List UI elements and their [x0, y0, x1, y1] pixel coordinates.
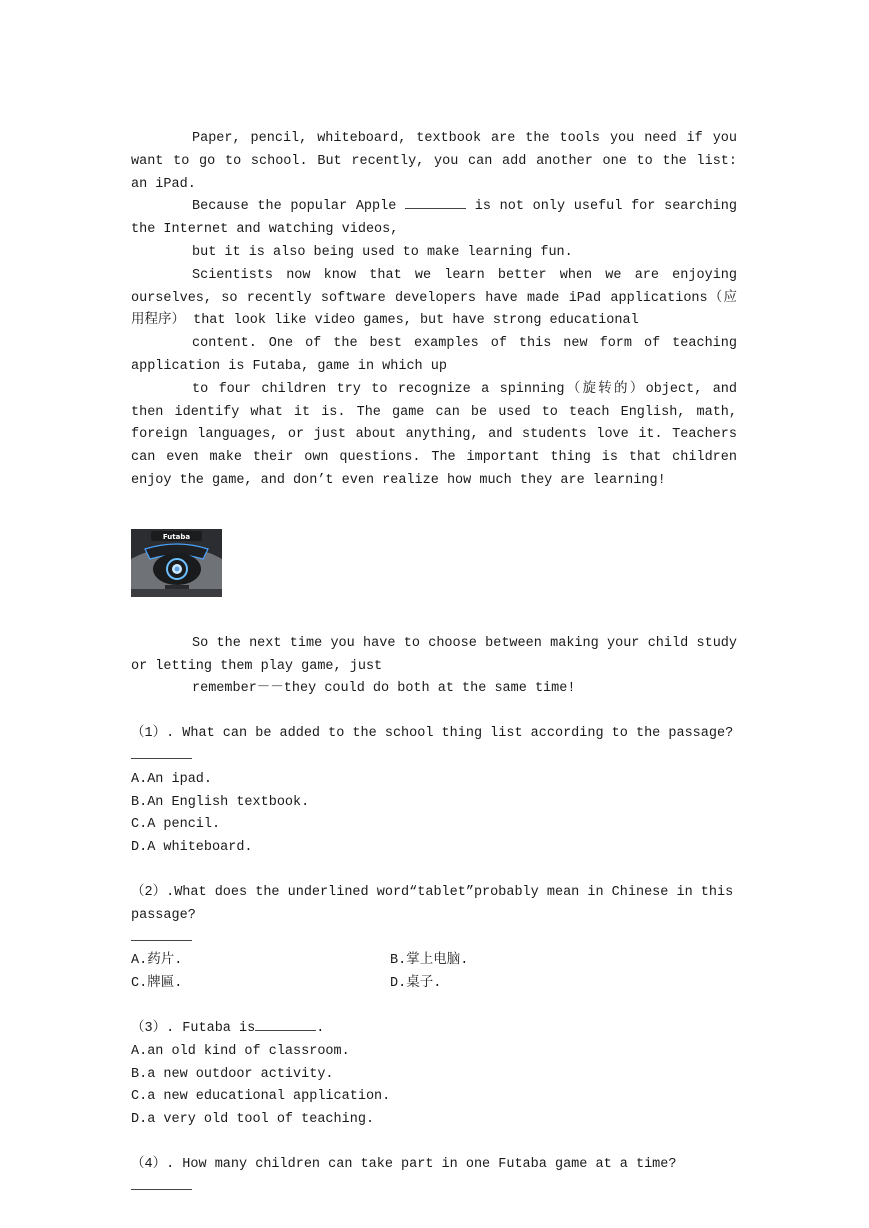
question-1-option-a: A.An ipad.	[131, 771, 213, 787]
question-2-blank-line	[131, 928, 737, 951]
question-2	[131, 882, 737, 996]
question-2-option-a: A.药片.	[131, 953, 183, 969]
question-3-stem: （3）. Futaba is .	[131, 1018, 737, 1041]
answer-blank	[131, 1177, 192, 1190]
question-2-options-row-2	[131, 973, 737, 996]
document-page	[131, 128, 737, 1199]
passage-paragraph-1: Paper, pencil, whiteboard, textbook are the tools you need if you want to go to school. But recently, you can add another one to the list: an iPad.	[131, 131, 737, 192]
passage-paragraph-5: content. One of the best examples of this new form of teaching application is Futaba, game in which up	[131, 336, 737, 374]
question-3-option-c: C.a new educational application.	[131, 1089, 391, 1105]
passage-paragraph-2: Because the popular Apple is not only useful for searching the Internet and watching videos,	[131, 196, 737, 242]
question-1-stem: （1）. What can be added to the school thing list according to the passage?	[131, 723, 737, 769]
question-3	[131, 1018, 737, 1132]
question-4	[131, 1154, 737, 1200]
question-1	[131, 723, 737, 860]
passage-paragraph-6: to four children try to recognize a spinning（旋转的）object, and then identify what it is. The game can be used to teach English, math, foreign languages, or just about anything, and students love it. Teachers can even make their own questions. The important thing is that children enjoy the game, and don’t even realize how much they are learning!	[131, 381, 737, 488]
answer-blank	[131, 928, 192, 941]
question-2-options-row-1	[131, 950, 737, 973]
question-2-option-b: B.掌上电脑.	[390, 953, 469, 969]
answer-blank	[405, 196, 466, 209]
passage-paragraph-7: So the next time you have to choose between making your child study or letting them play game, just	[131, 635, 737, 674]
futaba-logo: Futaba	[162, 532, 191, 541]
passage-paragraph-3: but it is also being used to make learning fun.	[192, 244, 573, 260]
answer-blank	[255, 1018, 316, 1031]
passage-paragraph-4: Scientists now know that we learn better when we are enjoying ourselves, so recently software developers have made iPad applications（应用程序） that look like video games, but have strong educational	[131, 267, 737, 329]
answer-blank	[131, 746, 192, 759]
futaba-device-photo	[131, 529, 222, 597]
question-4-stem: （4）. How many children can take part in one Futaba game at a time?	[131, 1154, 737, 1200]
question-1-option-d: D.A whiteboard.	[131, 840, 253, 856]
question-3-option-b: B.a new outdoor activity.	[131, 1066, 334, 1082]
question-1-option-b: B.An English textbook.	[131, 794, 310, 810]
question-2-option-c: C.牌匾.	[131, 976, 183, 992]
question-3-option-a: A.an old kind of classroom.	[131, 1043, 350, 1059]
question-2-stem: （2）.What does the underlined word“tablet”probably mean in Chinese in this passage?	[131, 884, 734, 923]
question-3-option-d: D.a very old tool of teaching.	[131, 1112, 375, 1128]
passage-paragraph-8: remember－－they could do both at the same time!	[192, 681, 576, 697]
question-2-option-d: D.桌子.	[390, 976, 442, 992]
question-1-option-c: C.A pencil.	[131, 817, 221, 833]
